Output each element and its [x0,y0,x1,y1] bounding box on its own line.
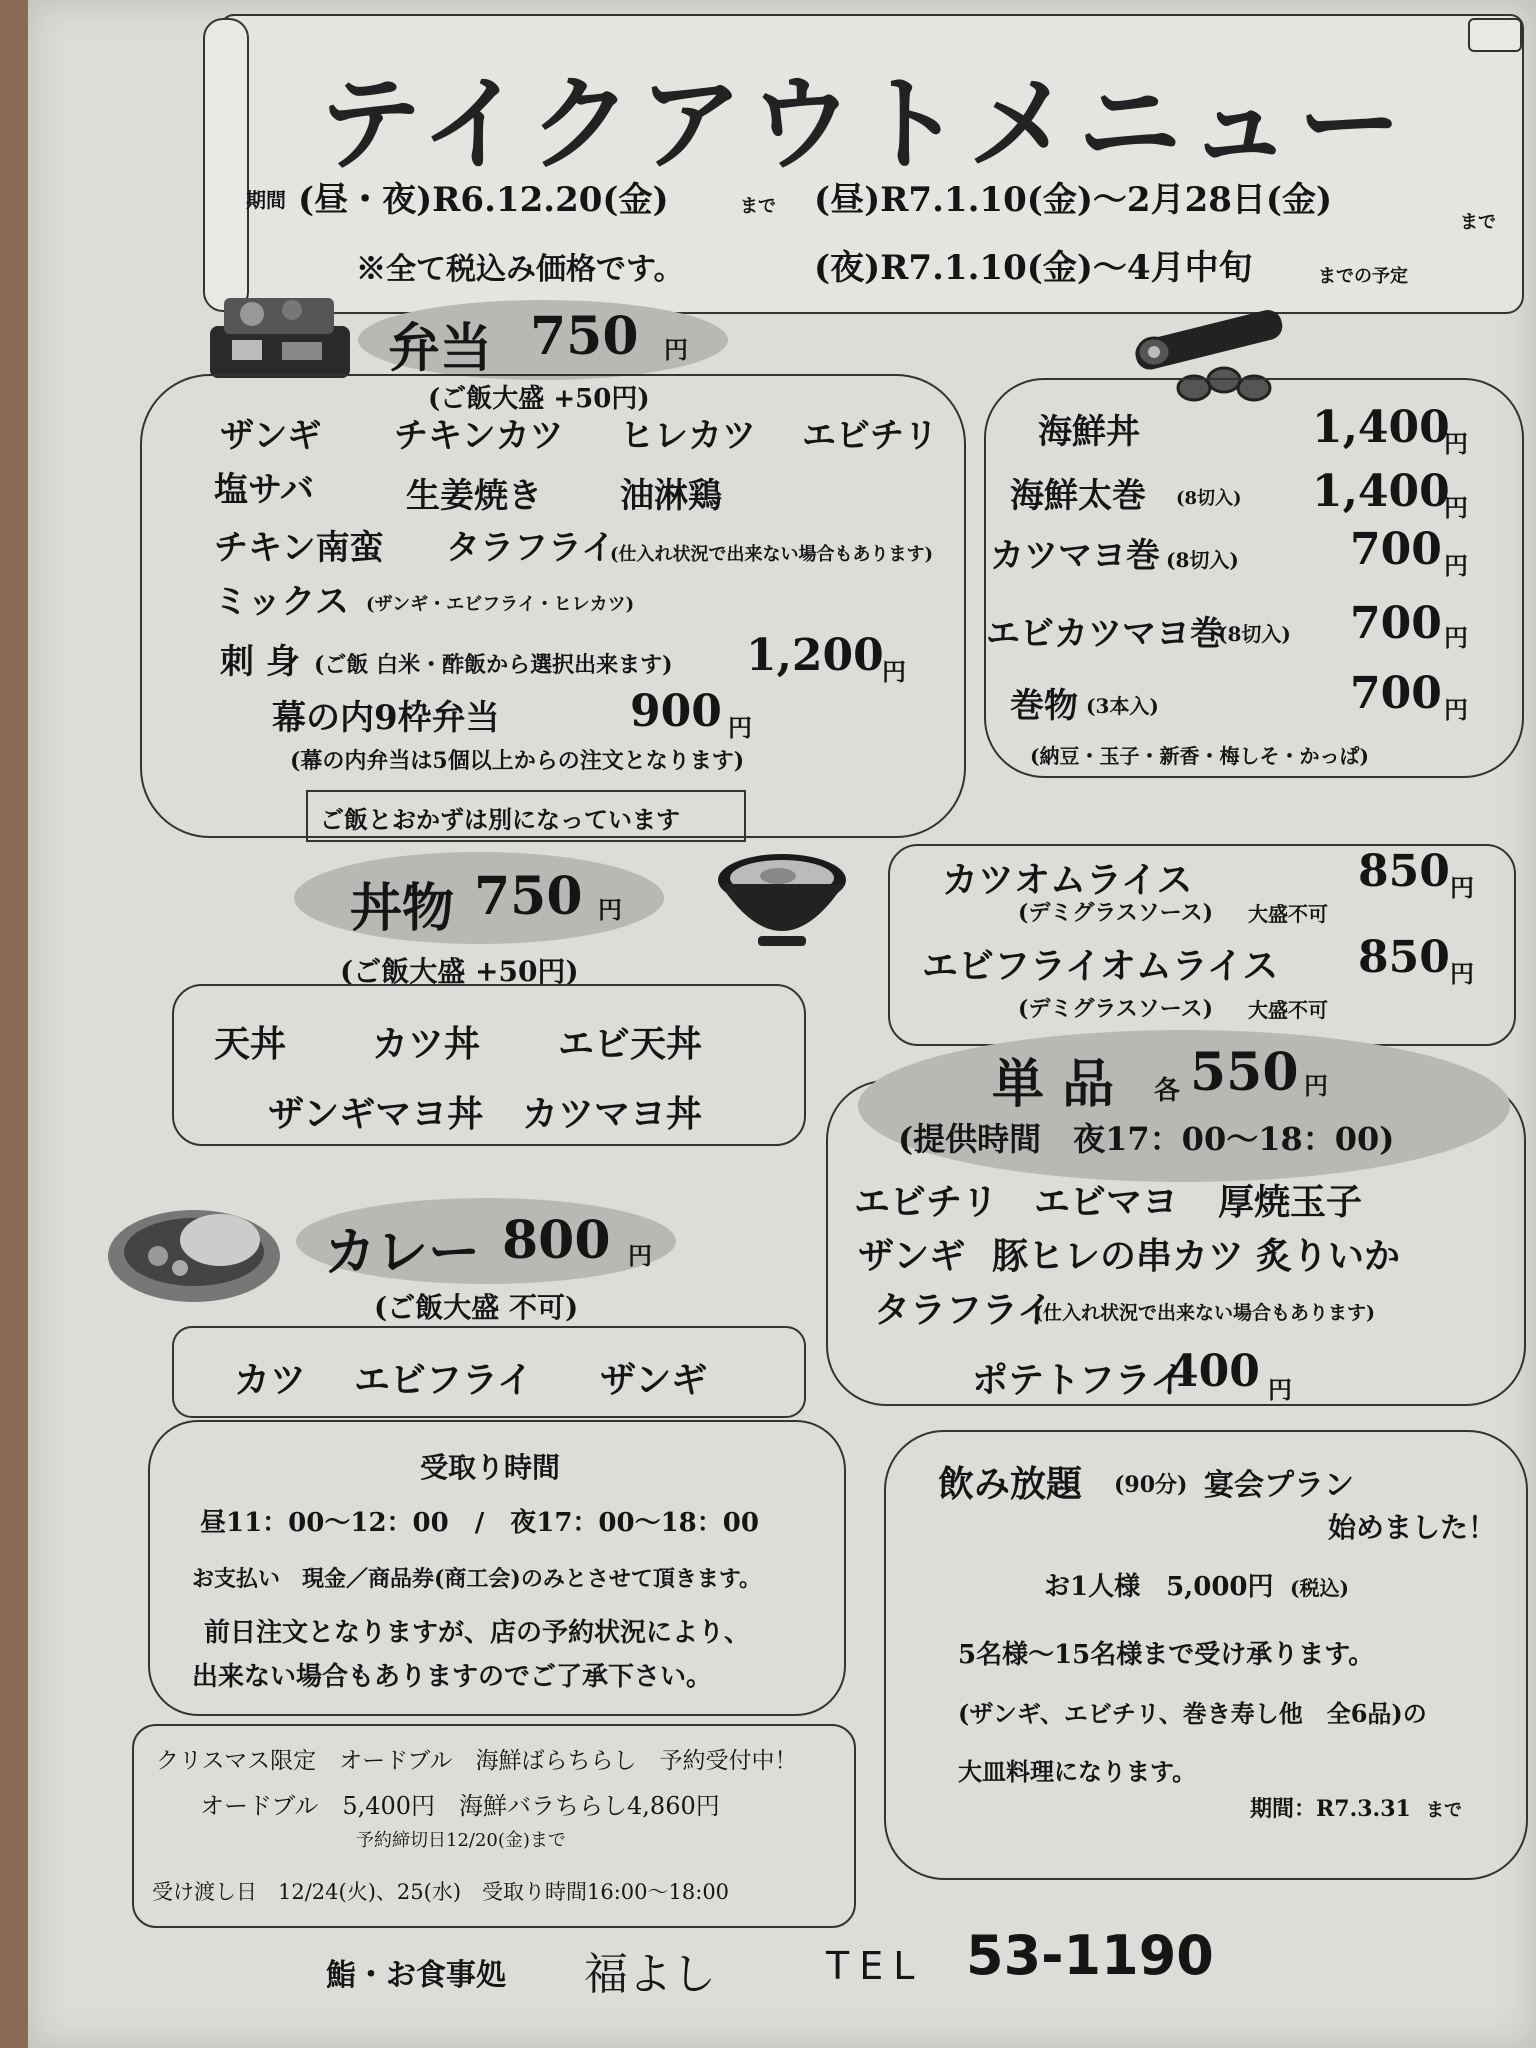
curry-item: エビフライ [354,1359,533,1401]
bento-box-icon [202,286,362,386]
tax-note: ※全て税込み価格です。 [356,252,684,287]
bento-item: ザンギ [220,416,322,456]
bento-item: ミックス [214,582,349,622]
omurice-name: カツオムライス [942,859,1193,901]
nomihodai-plan: 宴会プラン [1204,1468,1354,1503]
omurice-price: 850 [1358,846,1450,897]
omurice-tag: 大盛不可 [1248,902,1328,926]
sushi-footnote: (納豆・玉子・新香・梅しそ・かっぱ) [1030,744,1369,768]
bento-item: チキンカツ [394,416,564,456]
omurice-tag: 大盛不可 [1248,998,1328,1022]
page-title: テイクアウトメニュー [318,63,1408,185]
omurice-yen: 円 [1450,873,1474,902]
donburi-rice: (ご飯大盛 +50円) [340,955,579,988]
nomihodai-platter: 大皿料理になります。 [958,1757,1197,1786]
sushi-item-note: (8切入) [1218,622,1291,646]
shop-type: 鮨・お食事処 [326,1958,506,1993]
sushi-yen: 円 [1444,695,1468,724]
bento-item: 油淋鶏 [620,476,722,516]
donburi-item: 天丼 [214,1023,287,1065]
pickup-note: 前日注文となりますが、店の予約状況により、 [204,1618,751,1648]
makunouchi-price: 900 [630,686,722,737]
omurice-note: (デミグラスソース) [1018,996,1214,1022]
tanpin-yen: 円 [1268,1375,1292,1404]
period-1: (昼・夜)R6.12.20(金) [298,180,669,220]
sushi-item-price: 1,400 [1312,402,1450,453]
christmas-delivery: 受け渡し日 12/24(火)、25(水) 受取り時間16:00〜18:00 [152,1880,730,1904]
curry-plate-icon [104,1190,284,1310]
period-label: 期間 [246,188,286,212]
nomihodai-dishes: (ザンギ、エビチリ、巻き寿し他 全6品)の [958,1699,1427,1728]
sushi-item-name: エビカツマヨ巻 [986,614,1224,654]
fries-label: ポテトフライ [972,1359,1186,1401]
pickup-hours: 昼11：00〜12：00 / 夜17：00〜18：00 [200,1508,759,1538]
sushi-item-price: 700 [1350,668,1442,719]
period-2-suffix: まで [1460,212,1496,233]
omurice-yen: 円 [1450,959,1474,988]
tel-label: TEL [826,1944,925,1988]
bento-item-note: (ザンギ・エビフライ・ヒレカツ) [366,594,635,615]
sashimi-label: 刺 身 [220,642,300,682]
sushi-yen: 円 [1444,623,1468,652]
bento-item: 塩サバ [214,470,314,510]
tanpin-item: 豚ヒレの串カツ [992,1235,1245,1277]
donburi-price: 750 [474,866,583,927]
sushi-yen: 円 [1444,429,1468,458]
makunouchi-label: 幕の内9枠弁当 [272,698,500,738]
bento-yen: 円 [728,713,752,742]
sushi-yen: 円 [1444,493,1468,522]
sashimi-price: 1,200 [746,630,884,681]
donburi-title: 丼物 [350,878,455,939]
bento-title: 弁当 [388,318,493,379]
tanpin-item: 炙りいか [1256,1235,1401,1277]
scroll-curl-right [1468,18,1522,52]
omurice-name: エビフライオムライス [922,945,1279,987]
pickup-title: 受取り時間 [420,1451,561,1484]
tel-number[interactable]: 53-1190 [966,1924,1214,1987]
sushi-item-note: (8切入) [1176,488,1242,509]
separate-note: ご飯とおかずは別になっています [320,805,680,834]
bento-item: チキン南蛮 [214,528,384,568]
bento-rice: (ご飯大盛 +50円) [428,384,650,414]
pickup-payment: お支払い 現金／商品券(商工会)のみとさせて頂きます。 [192,1566,762,1592]
tanpin-each: 各 [1154,1076,1181,1106]
omurice-price: 850 [1358,932,1450,983]
tanpin-item: エビチリ [854,1181,999,1223]
sushi-item-price: 700 [1350,524,1442,575]
sushi-yen: 円 [1444,551,1468,580]
sushi-item-note: (3本入) [1086,694,1159,718]
tanpin-item: エビマヨ [1034,1181,1179,1223]
tanpin-item-note: (仕入れ状況で出来ない場合もあります) [1034,1302,1375,1324]
sushi-item-name: カツマヨ巻 [990,536,1160,576]
curry-item: ザンギ [600,1359,708,1401]
bento-yen: 円 [664,335,688,364]
christmas-deadline: 予約締切日12/20(金)まで [356,1830,566,1851]
donburi-bowl-icon [714,848,850,954]
period-2: (昼)R7.1.10(金)〜2月28日(金) [814,180,1333,220]
sushi-item-note: (8切入) [1166,548,1239,572]
bento-item: 生姜焼き [406,476,542,516]
curry-item: カツ [234,1359,307,1401]
donburi-item: ザンギマヨ丼 [268,1093,484,1135]
tanpin-hours: (提供時間 夜17：00〜18：00) [898,1120,1395,1158]
omurice-note: (デミグラスソース) [1018,900,1214,926]
nomihodai-period-suffix: まで [1426,1800,1462,1821]
nomihodai-price: お1人様 5,000円 [1044,1572,1274,1602]
fries-price: 400 [1168,1346,1260,1397]
sushi-item-price: 700 [1350,598,1442,649]
tanpin-yen: 円 [1304,1071,1328,1100]
nomihodai-minutes: (90分) [1114,1472,1188,1498]
scroll-curl-left [203,18,249,312]
sushi-item-price: 1,400 [1312,466,1450,517]
makunouchi-note: (幕の内弁当は5個以上からの注文となります) [290,748,745,774]
menu-flyer [28,0,1536,2048]
bento-item: エビチリ [802,416,938,456]
sushi-item-name: 海鮮太巻 [1010,476,1146,516]
tanpin-item: タラフライ [874,1289,1053,1331]
donburi-yen: 円 [598,895,622,924]
curry-price: 800 [502,1210,611,1271]
curry-yen: 円 [628,1241,652,1270]
curry-rice: (ご飯大盛 不可) [374,1291,579,1324]
christmas-prices: オードブル 5,400円 海鮮バラちらし4,860円 [200,1792,720,1820]
tanpin-item: 厚焼玉子 [1218,1181,1363,1223]
donburi-item: エビ天丼 [558,1023,703,1065]
nomihodai-tax: (税込) [1290,1576,1349,1600]
period-3-suffix: までの予定 [1318,266,1408,287]
pickup-note: 出来ない場合もありますのでご了承下さい。 [192,1662,713,1692]
shop-name: 福よし [584,1949,716,2000]
sashimi-note: (ご飯 白米・酢飯から選択出来ます) [314,652,673,678]
bento-yen: 円 [882,657,906,686]
nomihodai-started: 始めました！ [1328,1511,1497,1544]
period-1-suffix: まで [740,196,776,217]
bento-price: 750 [530,306,639,367]
donburi-item: カツ丼 [372,1023,481,1065]
bento-item-note: (仕入れ状況で出来ない場合もあります) [610,544,934,565]
sushi-item-name: 巻物 [1010,686,1078,726]
bento-item: ヒレカツ [620,416,756,456]
christmas-headline: クリスマス限定 オードブル 海鮮ばらちらし 予約受付中！ [156,1748,798,1774]
period-3: (夜)R7.1.10(金)〜4月中旬 [814,248,1253,288]
donburi-item: カツマヨ丼 [522,1093,703,1135]
nomihodai-people: 5名様〜15名様まで受け承ります。 [958,1640,1375,1670]
curry-title: カレー [324,1222,481,1283]
tanpin-price: 550 [1190,1042,1299,1103]
sushi-item-name: 海鮮丼 [1038,412,1140,452]
tanpin-item: ザンギ [858,1235,966,1277]
bento-item: タラフライ [446,528,615,568]
nomihodai-title: 飲み放題 [938,1463,1083,1505]
nomihodai-period: 期間：R7.3.31 [1250,1796,1411,1822]
tanpin-title: 単 品 [992,1054,1115,1115]
